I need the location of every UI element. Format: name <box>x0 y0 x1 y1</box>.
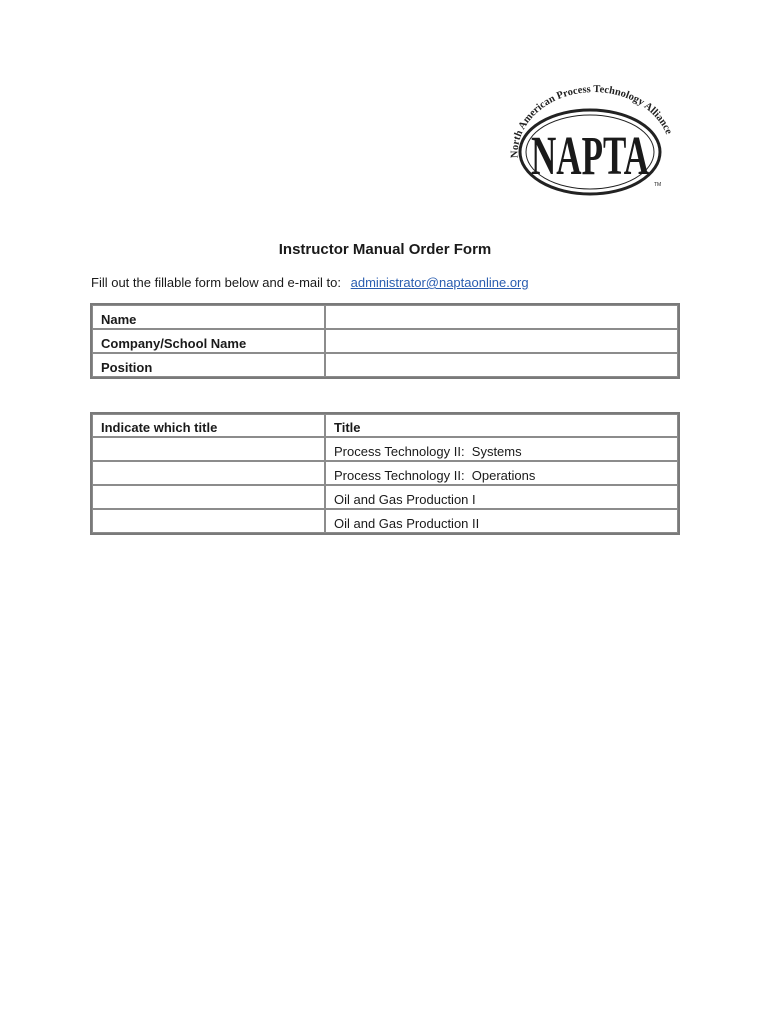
table-row <box>92 461 678 485</box>
indicate-field[interactable] <box>93 462 324 484</box>
table-row <box>92 437 678 461</box>
contact-info-table <box>90 303 680 379</box>
name-field-cell <box>325 305 678 329</box>
table-row <box>92 305 678 329</box>
email-link[interactable]: administrator@naptaonline.org <box>350 275 529 290</box>
company-school-field[interactable] <box>326 330 677 352</box>
logo-wordmark: NAPTA <box>531 124 650 187</box>
indicate-field[interactable] <box>93 486 324 508</box>
table-row <box>92 329 678 353</box>
table-header-row <box>92 414 678 437</box>
column-header-title: Title <box>325 414 678 437</box>
table-row <box>92 353 678 377</box>
table-row <box>92 509 678 533</box>
indicate-cell <box>92 509 325 533</box>
name-field[interactable] <box>326 306 677 328</box>
position-field-cell <box>325 353 678 377</box>
logo-arc-text: North American Process Technology Alliance <box>509 84 675 159</box>
name-label: Name <box>92 305 325 329</box>
position-label: Position <box>92 353 325 377</box>
table-row <box>92 485 678 509</box>
instructions-text: Fill out the fillable form below and e-mail to: <box>91 275 342 290</box>
position-field[interactable] <box>326 354 677 376</box>
title-cell: Process Technology II: Systems <box>325 437 678 461</box>
logo-trademark: TM <box>654 182 662 188</box>
title-order-table <box>90 412 680 535</box>
indicate-cell <box>92 437 325 461</box>
indicate-cell <box>92 485 325 509</box>
column-header-indicate: Indicate which title <box>92 414 325 437</box>
indicate-cell <box>92 461 325 485</box>
title-cell: Process Technology II: Operations <box>325 461 678 485</box>
company-school-field-cell <box>325 329 678 353</box>
napta-logo <box>498 82 682 198</box>
page-title: Instructor Manual Order Form <box>278 241 492 258</box>
instructions-line <box>91 274 529 292</box>
indicate-field[interactable] <box>93 510 324 532</box>
title-cell: Oil and Gas Production I <box>325 485 678 509</box>
indicate-field[interactable] <box>93 438 324 460</box>
company-school-label: Company/School Name <box>92 329 325 353</box>
title-cell: Oil and Gas Production II <box>325 509 678 533</box>
